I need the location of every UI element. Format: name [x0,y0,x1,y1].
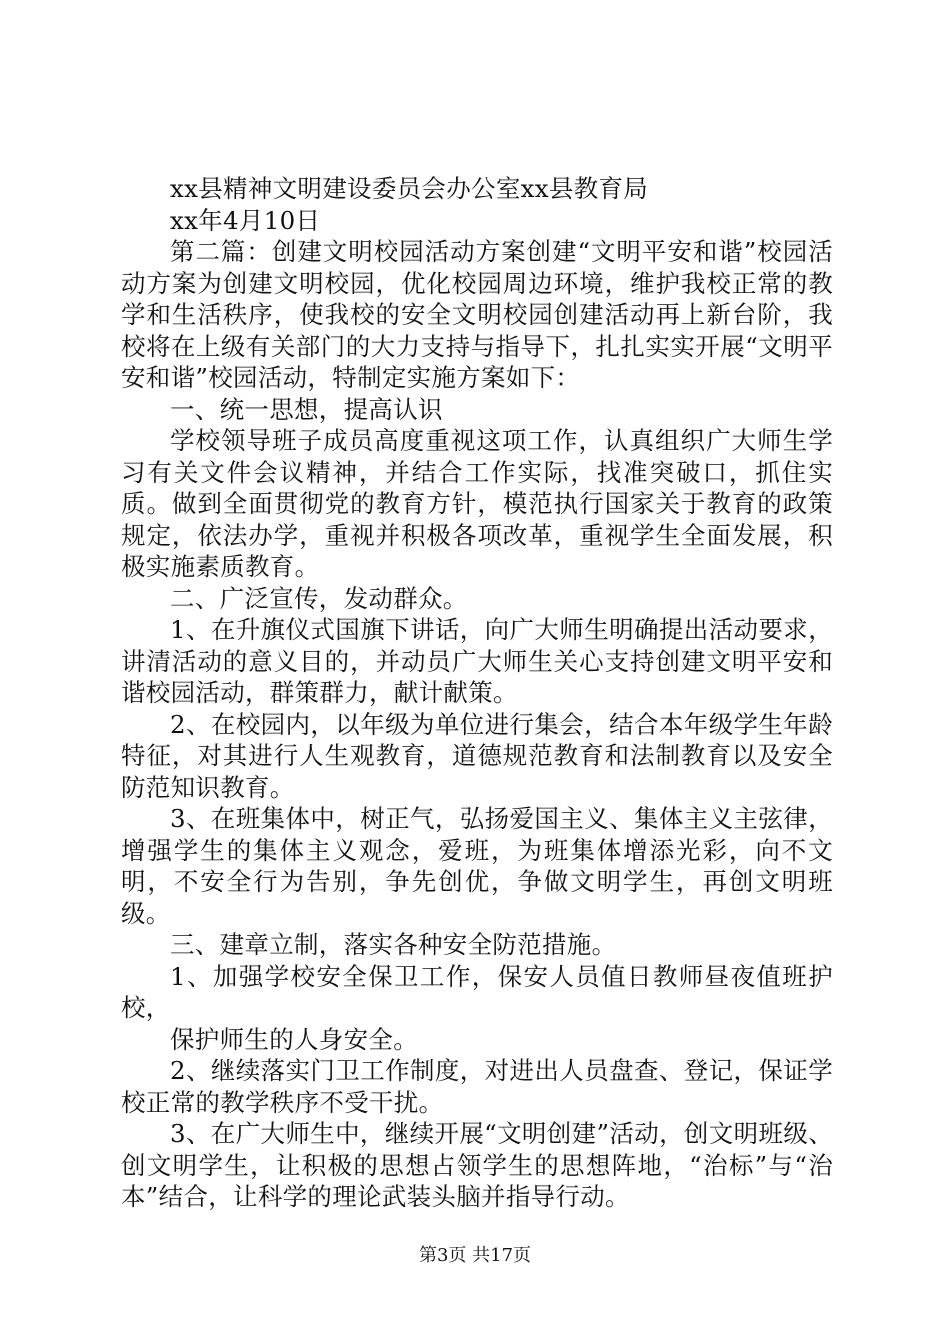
section-heading: 二、广泛宣传，发动群众。 [170,583,468,613]
section-heading: 一、统一思想，提高认识 [170,394,443,424]
paragraph: xx年4月10日 [170,205,321,235]
paragraph: 学校领导班子成员高度重视这项工作，认真组织广大师生学习有关文件会议精神，并结合工作实际，找准突破口，抓住实质。做到全面贯彻党的教育方针，模范执行国家关于教育的政策规定，依法办学，重视并积极各项改革，重视学生全面发展，积极实施素质教育。 [121,426,833,581]
paragraph: 3、在广大师生中，继续开展“文明创建”活动，创文明班级、创文明学生，让积极的思想占领学生的思想阵地，“治标”与“治本”结合，让科学的理论武装头脑并指导行动。 [121,1119,833,1211]
document-body [121,173,833,1213]
paragraph: 保护师生的人身安全。 [170,1024,418,1054]
section-heading: 三、建章立制，落实各种安全防范措施。 [170,930,617,959]
paragraph: 3、在班集体中，树正气，弘扬爱国主义、集体主义主弦律，增强学生的集体主义观念，爱班，为班集体增添光彩，向不文明，不安全行为告别，争先创优，争做文明学生，再创文明班级。 [121,804,833,928]
paragraph: 1、加强学校安全保卫工作，保安人员值日教师昼夜值班护校， [121,961,833,1022]
paragraph: 1、在升旗仪式国旗下讲话，向广大师生明确提出活动要求，讲清活动的意义目的，并动员广大师生关心支持创建文明平安和谐校园活动，群策群力，献计献策。 [121,615,833,707]
page-number-footer: 第3页 共17页 [418,1245,532,1266]
paragraph: xx县精神文明建设委员会办公室xx县教育局 [170,174,649,203]
paragraph: 2、在校园内，以年级为单位进行集会，结合本年级学生年龄特征，对其进行人生观教育，道德规范教育和法制教育以及安全防范知识教育。 [121,709,833,802]
paragraph: 2、继续落实门卫工作制度，对进出人员盘查、登记，保证学校正常的教学秩序不受干扰。 [121,1056,833,1117]
paragraph: 第二篇：创建文明校园活动方案创建“文明平安和谐”校园活动方案为创建文明校园，优化校园周边环境，维护我校正常的教学和生活秩序，使我校的安全文明校园创建活动再上新台阶，我校将在上级有关部门的大力支持与指导下，扎扎实实开展“文明平安和谐”校园活动，特制定实施方案如下： [121,237,833,392]
